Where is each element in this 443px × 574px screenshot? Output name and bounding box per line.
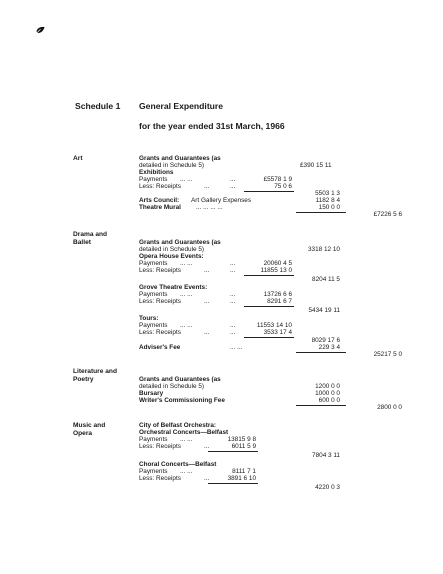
art-receipts-amount: 75 0 6 [274,183,292,190]
leader-dots: ... [204,298,210,305]
leader-dots: ... ... ... ... [196,204,223,211]
art-exhibitions-net: 5503 1 3 [315,190,340,197]
drama-grove-heading: Grove Theatre Events: [139,284,208,291]
drama-grants-total: 3318 12 10 [308,246,340,253]
art-theatre-mural-label: Theatre Mural [139,204,181,211]
leader-dots: ... [230,183,236,190]
art-council-detail: Art Gallery Expenses [191,197,252,204]
drama-tours-payments-amount: 11553 14 10 [256,322,292,329]
leader-dots: ... [204,329,210,336]
literature-writers-fee-label: Writer's Commissioning Fee [139,397,225,404]
drama-grants-line2: detailed in Schedule 5) [139,246,205,253]
drama-tours-receipts-label: Less: Receipts [139,329,181,336]
leader-dots: ... ... [180,291,193,298]
page-title: General Expenditure [139,101,224,111]
drama-tours-payments-label: Payments [139,322,168,329]
leader-dots: ... [230,329,236,336]
drama-grove-net: 5434 19 11 [308,307,340,314]
leader-dots: ... ... [180,176,193,183]
leader-dots: ... [204,183,210,190]
section-label-music-line1: Music and [73,422,106,429]
section-label-art: Art [73,155,83,162]
drama-grove-payments-label: Payments [139,291,168,298]
art-grants-line1: Grants and Guarantees (as [139,155,221,162]
art-section-total: £7226 5 6 [373,211,402,218]
music-orch-receipts-label: Less: Receipts [139,443,181,450]
art-theatre-mural-amount: 150 0 0 [318,204,340,211]
drama-advisers-fee-label: Adviser's Fee [139,344,181,351]
subtotal-rule [296,352,346,353]
leader-dots: ... [204,475,210,482]
music-orchestral-heading: Orchestral Concerts—Belfast [139,429,229,436]
drama-section-total: 25217 5 0 [373,351,402,358]
drama-opera-receipts-label: Less: Receipts [139,267,181,274]
section-label-drama-line1: Drama and [73,231,108,238]
art-council-label: Arts Council: [139,197,180,204]
literature-grants-line2: detailed in Schedule 5) [139,383,205,390]
music-cbo-heading: City of Belfast Orchestra: [139,422,217,429]
art-payments-amount: £5578 1 9 [263,176,292,183]
art-grants-line2: detailed in Schedule 5) [139,162,205,169]
section-label-music-line2: Opera [73,430,93,437]
art-council-amount: 1182 8 4 [315,197,340,204]
literature-bursary-label: Bursary [139,390,164,397]
section-label-literature-line2: Poetry [73,376,94,383]
leader-dots: ... [204,443,210,450]
drama-opera-receipts-amount: 11855 13 0 [260,267,292,274]
drama-tours-net: 8029 17 6 [311,337,340,344]
leader-dots: ... [230,267,236,274]
leader-dots: ... [230,291,236,298]
drama-opera-payments-amount: 20060 4 5 [263,260,292,267]
art-receipts-label: Less: Receipts [139,183,181,190]
leader-dots: ... ... [180,468,193,475]
drama-opera-net: 8204 11 5 [312,276,340,283]
drama-grants-line1: Grants and Guarantees (as [139,239,221,246]
leader-dots: ... [230,322,236,329]
music-orch-payments-amount: 13815 9 8 [227,436,256,443]
music-choral-net: 4220 0 3 [315,484,340,491]
music-choral-heading: Choral Concerts—Belfast [139,461,217,468]
music-choral-receipts-label: Less: Receipts [139,475,181,482]
subtotal-rule [208,451,258,452]
literature-bursary-amount: 1000 0 0 [315,390,340,397]
literature-writers-fee-amount: 600 0 0 [318,397,340,404]
art-exhibitions-heading: Exhibitions [139,169,174,176]
drama-advisers-fee-amount: 229 3 4 [318,344,340,351]
subtotal-rule [296,212,346,213]
leaf-emblem-icon [36,26,45,34]
literature-grants-amount: 1200 0 0 [315,383,340,390]
section-label-literature-line1: Literature and [73,368,117,375]
drama-opera-payments-label: Payments [139,260,168,267]
music-orch-payments-label: Payments [139,436,168,443]
literature-section-total: 2800 0 0 [377,404,402,411]
leader-dots: ... ... [180,436,193,443]
leader-dots: ... [230,260,236,267]
drama-tours-heading: Tours: [139,315,159,322]
leader-dots: ... ... [180,260,193,267]
drama-grove-payments-amount: 13726 6 6 [263,291,292,298]
leader-dots: ... ... [180,322,193,329]
subtotal-rule [208,483,258,484]
music-choral-payments-label: Payments [139,468,168,475]
art-grants-total: £390 15 11 [300,162,332,169]
page-subtitle: for the year ended 31st March, 1966 [139,121,285,131]
drama-grove-receipts-label: Less: Receipts [139,298,181,305]
music-choral-payments-amount: 8111 7 1 [232,468,256,475]
leader-dots: ... ... [230,344,243,351]
subtotal-rule [296,405,346,406]
drama-tours-receipts-amount: 3533 17 4 [263,329,292,336]
subtotal-rule [244,275,294,276]
subtotal-rule [244,306,294,307]
drama-opera-heading: Opera House Events: [139,253,204,260]
art-payments-label: Payments [139,176,168,183]
music-choral-receipts-amount: 3891 6 10 [227,475,256,482]
music-orch-net: 7804 3 11 [312,452,340,459]
schedule-number: Schedule 1 [75,101,121,111]
leader-dots: ... [230,298,236,305]
section-label-drama-line2: Ballet [73,239,91,246]
subtotal-rule [244,337,294,338]
leader-dots: ... [204,267,210,274]
drama-grove-receipts-amount: 8291 6 7 [267,298,292,305]
leader-dots: ... [230,176,236,183]
literature-grants-line1: Grants and Guarantees (as [139,376,221,383]
subtotal-rule [244,191,294,192]
music-orch-receipts-amount: 6011 5 9 [231,443,256,450]
